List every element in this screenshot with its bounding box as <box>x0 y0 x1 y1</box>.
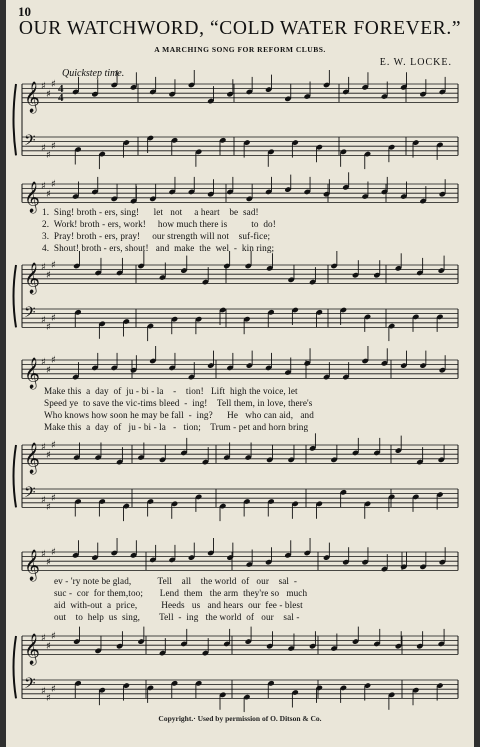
bass-clef-icon: 𝄢 <box>24 675 36 696</box>
lyric-line: out to help us sing, Tell - ing the world of our sal - <box>54 612 300 622</box>
lyric-line: 2. Work! broth - ers, work! how much there is to do! <box>42 219 276 229</box>
sharp-icon: ♯ <box>46 450 51 461</box>
sharp-icon: ♯ <box>46 322 51 333</box>
sharp-icon: ♯ <box>46 270 51 281</box>
sharp-icon: ♯ <box>41 262 46 273</box>
sharp-icon: ♯ <box>41 686 46 697</box>
time-signature: 4 <box>58 83 64 95</box>
treble-clef-icon: 𝄞 <box>24 549 40 581</box>
sharp-icon: ♯ <box>51 179 56 190</box>
sharp-icon: ♯ <box>46 641 51 652</box>
sharp-icon: ♯ <box>46 189 51 200</box>
lyric-line: 1. Sing! broth - ers, sing! let not a heart be sad! <box>42 207 259 217</box>
tempo-marking: Quickstep time. <box>62 68 125 79</box>
sharp-icon: ♯ <box>51 440 56 451</box>
sharp-icon: ♯ <box>46 89 51 100</box>
bass-clef-icon: 𝄢 <box>24 132 36 153</box>
treble-clef-icon: 𝄞 <box>24 181 40 213</box>
lyric-line: suc - cor for them,too; Lend them the arm they're so much <box>54 588 308 598</box>
system-brace <box>14 636 17 698</box>
sharp-icon: ♯ <box>41 143 46 154</box>
lyric-line: Make this a day of ju - bi - la - tion! Lift high the voice, let <box>44 386 298 396</box>
treble-clef-icon: 𝄞 <box>24 262 40 294</box>
treble-clef-icon: 𝄞 <box>24 357 40 389</box>
lyric-line: Speed ye to save the vic-tims bleed - ing! Tell them, in love, there's <box>44 398 313 408</box>
song-title: OUR WATCHWORD, “COLD WATER FOREVER.” <box>18 18 462 39</box>
lyric-line: aid with-out a price, Heeds us and hears our fee - blest <box>54 600 303 610</box>
sharp-icon: ♯ <box>51 355 56 366</box>
sharp-icon: ♯ <box>51 684 56 695</box>
page-number: 10 <box>18 4 31 19</box>
system-brace <box>14 84 17 155</box>
music-notation <box>6 0 474 747</box>
time-signature: 4 <box>58 92 64 104</box>
sharp-icon: ♯ <box>46 557 51 568</box>
sharp-icon: ♯ <box>51 79 56 90</box>
sharp-icon: ♯ <box>51 631 56 642</box>
sharp-icon: ♯ <box>46 365 51 376</box>
composer-name: E. W. LOCKE. <box>379 57 452 68</box>
sharp-icon: ♯ <box>46 502 51 513</box>
sharp-icon: ♯ <box>41 442 46 453</box>
sharp-icon: ♯ <box>41 357 46 368</box>
sharp-icon: ♯ <box>51 260 56 271</box>
sharp-icon: ♯ <box>51 313 56 324</box>
sharp-icon: ♯ <box>51 547 56 558</box>
sharp-icon: ♯ <box>41 495 46 506</box>
song-subtitle: A MARCHING SONG FOR REFORM CLUBS. <box>154 45 326 54</box>
lyric-line: 4. Shout! broth - ers, shout! and make the wel - kin ring; <box>42 243 275 253</box>
sharp-icon: ♯ <box>41 315 46 326</box>
system-brace <box>14 265 17 327</box>
sharp-icon: ♯ <box>41 633 46 644</box>
treble-clef-icon: 𝄞 <box>24 442 40 474</box>
lyric-line: Who knows how soon he may be fall - ing? He who can aid, and <box>44 410 314 420</box>
sharp-icon: ♯ <box>46 150 51 161</box>
sharp-icon: ♯ <box>51 493 56 504</box>
sharp-icon: ♯ <box>41 549 46 560</box>
sharp-icon: ♯ <box>46 693 51 704</box>
lyric-line: 3. Pray! broth - ers, pray! our strength will not suf-fice; <box>42 231 271 241</box>
lyric-line: ev - 'ry note be glad, Tell all the world of our sal - <box>54 576 298 586</box>
sharp-icon: ♯ <box>41 181 46 192</box>
copyright-footer: Copyright.· Used by permission of O. Ditson & Co. <box>158 714 322 723</box>
treble-clef-icon: 𝄞 <box>24 81 40 113</box>
system-brace <box>14 445 17 507</box>
bass-clef-icon: 𝄢 <box>24 484 36 505</box>
bass-clef-icon: 𝄢 <box>24 304 36 325</box>
lyric-line: Make this a day of ju - bi - la - tion; Trum - pet and horn bring <box>44 422 309 432</box>
treble-clef-icon: 𝄞 <box>24 633 40 665</box>
sharp-icon: ♯ <box>41 81 46 92</box>
sharp-icon: ♯ <box>51 141 56 152</box>
sheet-music-page <box>6 0 474 747</box>
